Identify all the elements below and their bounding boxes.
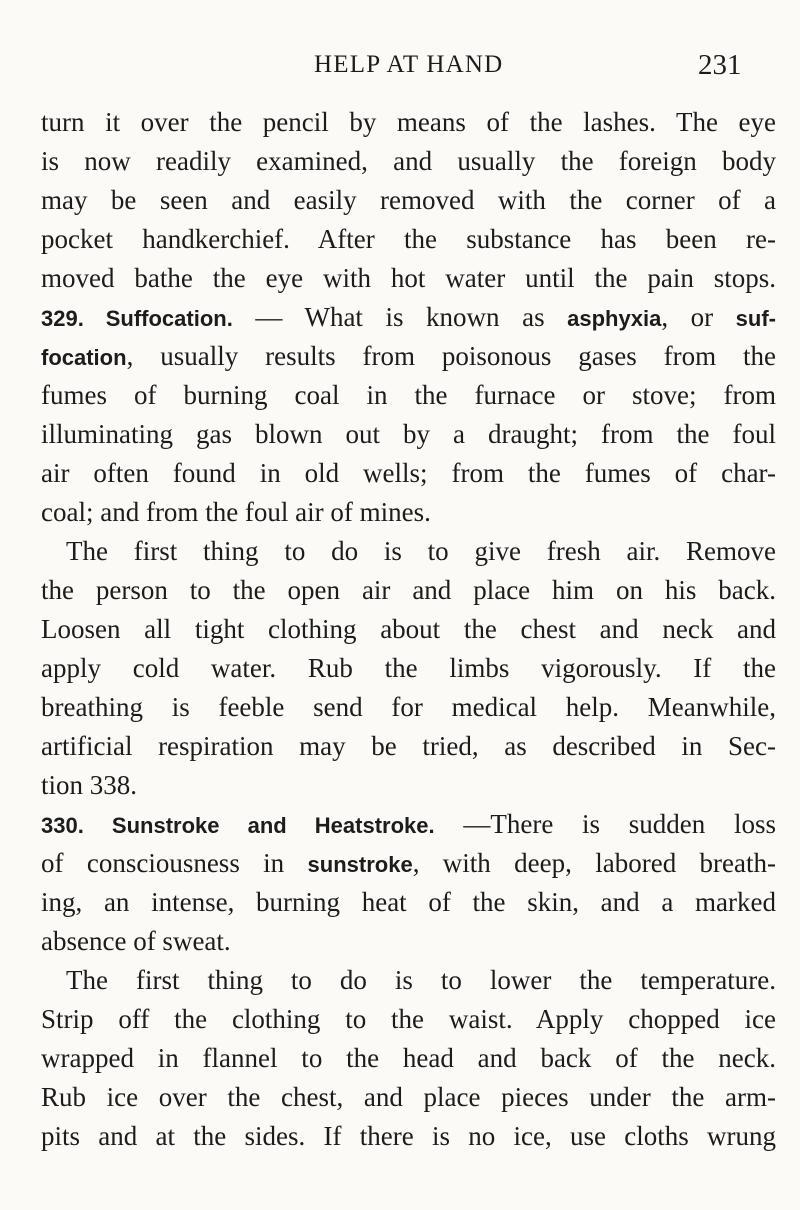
text-line	[41, 1000, 776, 1039]
text-line	[41, 259, 776, 298]
running-head	[0, 50, 800, 90]
text-line	[41, 766, 776, 805]
text-line	[41, 1078, 776, 1117]
bold-term: 330. Sunstroke and Heatstroke.	[41, 813, 435, 838]
bold-term: sunstroke	[307, 852, 413, 877]
text-run: illuminating gas blown out by a draught; from the foul	[41, 419, 776, 449]
text-line	[41, 805, 776, 844]
text-run: —There is sudden loss	[434, 809, 777, 839]
text-run: breathing is feeble send for medical help. Meanwhile,	[41, 692, 776, 722]
text-run: the person to the open air and place him on his back.	[41, 575, 776, 605]
text-line	[41, 493, 776, 532]
text-line	[41, 649, 776, 688]
text-line	[41, 961, 776, 1000]
text-line	[41, 298, 776, 337]
text-run: coal; and from the foul air of mines.	[41, 497, 431, 527]
text-run: , usually results from poisonous gases from the	[126, 341, 776, 371]
text-run: ing, an intense, burning heat of the skin, and a marked	[41, 887, 776, 917]
text-line	[41, 1039, 776, 1078]
text-run: is now readily examined, and usually the foreign body	[41, 146, 776, 176]
body-text	[41, 103, 776, 1156]
text-line	[41, 571, 776, 610]
text-run: Loosen all tight clothing about the chest and neck and	[41, 614, 776, 644]
bold-term: asphyxia	[567, 306, 662, 331]
text-line	[41, 376, 776, 415]
text-line	[41, 532, 776, 571]
text-run: tion 338.	[41, 770, 138, 800]
text-run: The first thing to do is to give fresh air. Remove	[66, 536, 776, 566]
text-line	[41, 610, 776, 649]
bold-term: suf-	[735, 306, 776, 331]
text-run: pocket handkerchief. After the substance has been re-	[41, 224, 776, 254]
text-run: turn it over the pencil by means of the lashes. The eye	[41, 107, 776, 137]
text-run: , or	[661, 302, 736, 332]
text-line	[41, 142, 776, 181]
text-run: fumes of burning coal in the furnace or stove; from	[41, 380, 776, 410]
text-line	[41, 181, 776, 220]
text-line	[41, 883, 776, 922]
bold-term: focation	[41, 345, 127, 370]
text-line	[41, 337, 776, 376]
text-run: artificial respiration may be tried, as described in Sec-	[41, 731, 776, 761]
text-run: , with deep, labored breath-	[412, 848, 776, 878]
text-line	[41, 844, 776, 883]
text-line	[41, 922, 776, 961]
text-line	[41, 727, 776, 766]
text-line	[41, 454, 776, 493]
bold-term: 329. Suffocation.	[41, 306, 233, 331]
text-run: — What is known as	[232, 302, 568, 332]
text-line	[41, 1117, 776, 1156]
text-run: pits and at the sides. If there is no ice, use cloths wrung	[41, 1121, 776, 1151]
text-run: Strip off the clothing to the waist. Apply chopped ice	[41, 1004, 776, 1034]
text-run: air often found in old wells; from the fumes of char-	[41, 458, 776, 488]
text-run: of consciousness in	[41, 848, 308, 878]
running-title: HELP AT HAND	[314, 51, 504, 78]
text-run: absence of sweat.	[41, 926, 231, 956]
text-line	[41, 688, 776, 727]
text-run: wrapped in flannel to the head and back of the neck.	[41, 1043, 776, 1073]
text-run: The first thing to do is to lower the temperature.	[66, 965, 776, 995]
text-line	[41, 103, 776, 142]
text-line	[41, 415, 776, 454]
text-run: Rub ice over the chest, and place pieces under the arm-	[41, 1082, 776, 1112]
text-run: may be seen and easily removed with the corner of a	[41, 185, 776, 215]
text-line	[41, 220, 776, 259]
text-run: apply cold water. Rub the limbs vigorously. If the	[41, 653, 776, 683]
text-run: moved bathe the eye with hot water until the pain stops.	[41, 263, 776, 293]
page-number: 231	[698, 49, 742, 81]
